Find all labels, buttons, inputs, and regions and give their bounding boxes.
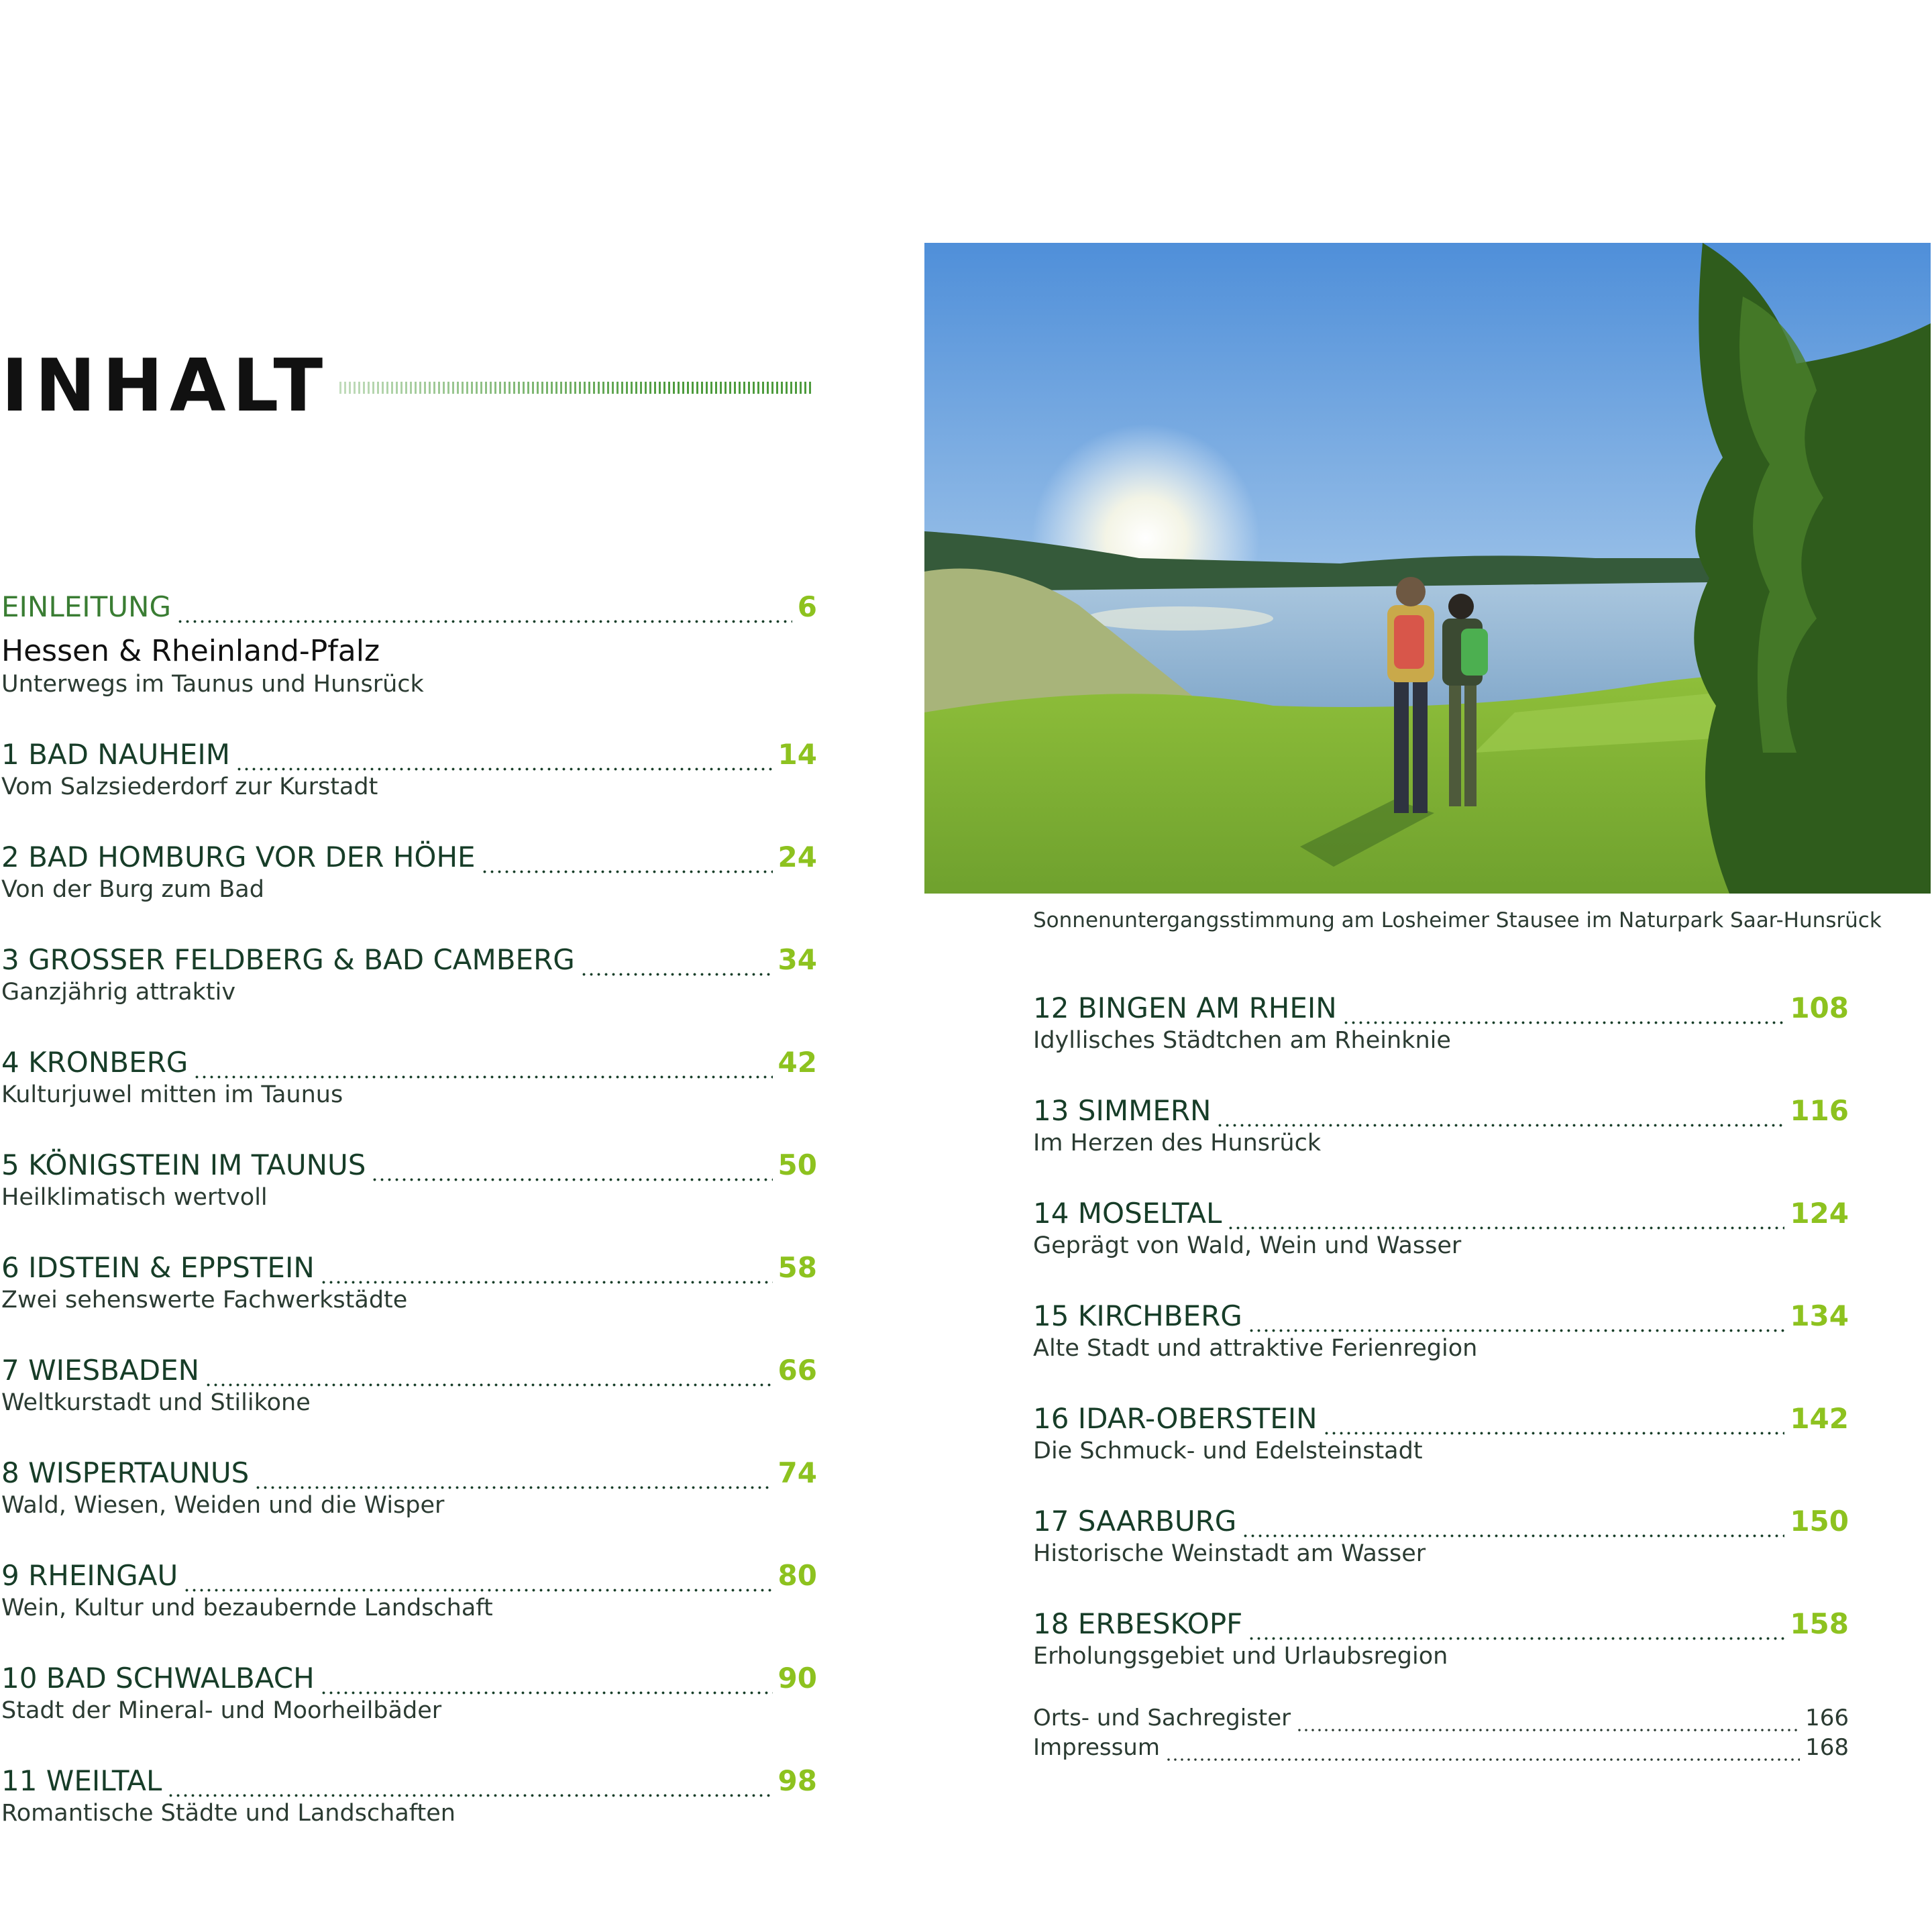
toc-entry[interactable]	[1, 1251, 817, 1313]
toc-entry-label: 6 IDSTEIN & EPPSTEIN	[1, 1251, 315, 1284]
toc-entry-label: 12 BINGEN AM RHEIN	[1033, 991, 1337, 1024]
sun-reflection	[1085, 606, 1273, 631]
dot-leader	[167, 1772, 772, 1797]
dot-leader	[176, 598, 792, 623]
index-entry[interactable]	[1033, 1705, 1849, 1731]
toc-entry-label: 14 MOSELTAL	[1033, 1197, 1222, 1230]
toc-entry-label: 7 WIESBADEN	[1, 1354, 200, 1387]
index-entry-page: 168	[1805, 1734, 1849, 1761]
toc-entry[interactable]	[1033, 1197, 1849, 1259]
dot-leader	[1227, 1204, 1784, 1230]
toc-entry[interactable]	[1033, 1402, 1849, 1464]
toc-entry-subtitle: Die Schmuck- und Edelsteinstadt	[1033, 1438, 1423, 1464]
toc-entry[interactable]	[1033, 1607, 1849, 1670]
toc-entry-subtitle: Romantische Städte und Landschaften	[1, 1800, 455, 1827]
toc-entry-subtitle: Stadt der Mineral- und Moorheilbäder	[1, 1697, 442, 1724]
toc-entry-page: 58	[777, 1251, 817, 1284]
toc-entry-subtitle: Geprägt von Wald, Wein und Wasser	[1033, 1232, 1462, 1259]
toc-entry[interactable]	[1033, 991, 1849, 1054]
toc-entry-page: 116	[1790, 1094, 1849, 1127]
dot-leader	[320, 1669, 773, 1695]
toc-entry[interactable]	[1, 1559, 817, 1621]
toc-entry-subtitle: Von der Burg zum Bad	[1, 876, 264, 903]
toc-entry-label: 11 WEILTAL	[1, 1764, 162, 1797]
toc-entry[interactable]	[1, 1148, 817, 1211]
toc-entry-subtitle: Vom Salzsiederdorf zur Kurstadt	[1, 773, 378, 800]
toc-entry-page: 80	[777, 1559, 817, 1592]
toc-entry[interactable]	[1, 1662, 817, 1724]
toc-entry-label: 10 BAD SCHWALBACH	[1, 1662, 315, 1695]
page-title: INHALT	[1, 344, 330, 428]
toc-entry[interactable]	[1, 1764, 817, 1827]
toc-entry[interactable]	[1033, 1299, 1849, 1362]
toc-entry-page: 108	[1790, 991, 1849, 1024]
toc-entry-subtitle: Erholungsgebiet und Urlaubsregion	[1033, 1643, 1448, 1670]
index-entry-label: Impressum	[1033, 1734, 1160, 1761]
toc-entry-subtitle: Alte Stadt und attraktive Ferienregion	[1033, 1335, 1478, 1362]
toc-entry-subtitle: Historische Weinstadt am Wasser	[1033, 1540, 1426, 1567]
index-entry-label: Orts- und Sachregister	[1033, 1705, 1291, 1731]
toc-entry-page: 50	[777, 1148, 817, 1181]
toc-entry-label: 15 KIRCHBERG	[1033, 1299, 1242, 1332]
toc-entry-page: 150	[1790, 1505, 1849, 1538]
toc-entry-label: 16 IDAR-OBERSTEIN	[1033, 1402, 1318, 1435]
dot-leader	[481, 848, 773, 873]
toc-entry-subtitle: Im Herzen des Hunsrück	[1033, 1130, 1322, 1157]
dot-leader	[320, 1258, 773, 1284]
toc-entry[interactable]	[1, 1456, 817, 1519]
dot-leader	[371, 1156, 772, 1181]
toc-entry[interactable]	[1, 1354, 817, 1416]
toc-entry-label: 17 SAARBURG	[1033, 1505, 1237, 1538]
toc-intro-label: EINLEITUNG	[1, 590, 172, 623]
dot-leader	[1248, 1307, 1785, 1332]
toc-entry-page: 42	[777, 1046, 817, 1079]
dot-leader	[235, 745, 773, 771]
index-entry[interactable]	[1033, 1734, 1849, 1761]
toc-entry-page: 74	[777, 1456, 817, 1489]
toc-entry[interactable]	[1033, 1505, 1849, 1567]
toc-intro-entry[interactable]	[1, 590, 817, 698]
toc-intro-title: Hessen & Rheinland-Pfalz	[1, 634, 380, 668]
toc-entry-subtitle: Zwei sehenswerte Fachwerkstädte	[1, 1287, 408, 1313]
dot-leader	[183, 1566, 772, 1592]
dot-leader	[1342, 999, 1785, 1024]
title-decorative-rule	[339, 382, 813, 394]
toc-entry-page: 90	[777, 1662, 817, 1695]
toc-entry-subtitle: Ganzjährig attraktiv	[1, 979, 236, 1006]
toc-intro-subtitle: Unterwegs im Taunus und Hunsrück	[1, 671, 424, 698]
toc-entry[interactable]	[1033, 1094, 1849, 1157]
toc-entry-subtitle: Heilklimatisch wertvoll	[1, 1184, 268, 1211]
lake-landscape-illustration	[924, 243, 1931, 894]
lake-landscape-photo	[924, 243, 1931, 894]
toc-entry-label: 1 BAD NAUHEIM	[1, 738, 230, 771]
dot-leader	[580, 951, 773, 976]
toc-entry-subtitle: Weltkurstadt und Stilikone	[1, 1389, 311, 1416]
toc-entry-page: 134	[1790, 1299, 1849, 1332]
toc-entry-label: 5 KÖNIGSTEIN IM TAUNUS	[1, 1148, 366, 1181]
dot-leader	[193, 1053, 772, 1079]
toc-entry-page: 158	[1790, 1607, 1849, 1640]
toc-right-column	[1033, 991, 1849, 1761]
toc-entry[interactable]	[1, 841, 817, 903]
dot-leader	[1296, 1710, 1800, 1731]
toc-entry-page: 124	[1790, 1197, 1849, 1230]
toc-entry-subtitle: Wald, Wiesen, Weiden und die Wisper	[1, 1492, 445, 1519]
index-list	[1033, 1705, 1849, 1761]
dot-leader	[1216, 1102, 1784, 1127]
photo-caption: Sonnenuntergangsstimmung am Losheimer Stausee im Naturpark Saar-Hunsrück	[1033, 908, 1882, 932]
toc-entry-page: 98	[777, 1764, 817, 1797]
dot-leader	[1242, 1512, 1784, 1538]
toc-entry-label: 8 WISPERTAUNUS	[1, 1456, 250, 1489]
toc-entry[interactable]	[1, 943, 817, 1006]
toc-entry-label: 13 SIMMERN	[1033, 1094, 1212, 1127]
toc-entry-page: 24	[777, 841, 817, 873]
toc-entry-label: 3 GROSSER FELDBERG & BAD CAMBERG	[1, 943, 575, 976]
toc-entry[interactable]	[1, 738, 817, 800]
toc-left-column	[1, 590, 817, 1827]
toc-intro-page: 6	[797, 590, 817, 623]
toc-entry-page: 142	[1790, 1402, 1849, 1435]
index-entry-page: 166	[1805, 1705, 1849, 1731]
toc-entry-label: 2 BAD HOMBURG VOR DER HÖHE	[1, 841, 476, 873]
toc-entry[interactable]	[1, 1046, 817, 1108]
toc-entry-subtitle: Kulturjuwel mitten im Taunus	[1, 1081, 343, 1108]
toc-entry-subtitle: Idyllisches Städtchen am Rheinknie	[1033, 1027, 1451, 1054]
toc-entry-page: 14	[777, 738, 817, 771]
toc-entry-subtitle: Wein, Kultur und bezaubernde Landschaft	[1, 1595, 493, 1621]
dot-leader	[254, 1464, 772, 1489]
toc-entry-page: 34	[777, 943, 817, 976]
toc-entry-label: 9 RHEINGAU	[1, 1559, 178, 1592]
toc-entry-label: 18 ERBESKOPF	[1033, 1607, 1243, 1640]
dot-leader	[1248, 1615, 1784, 1640]
toc-entry-label: 4 KRONBERG	[1, 1046, 189, 1079]
toc-entry-page: 66	[777, 1354, 817, 1387]
dot-leader	[205, 1361, 773, 1387]
dot-leader	[1165, 1739, 1800, 1761]
dot-leader	[1323, 1409, 1785, 1435]
